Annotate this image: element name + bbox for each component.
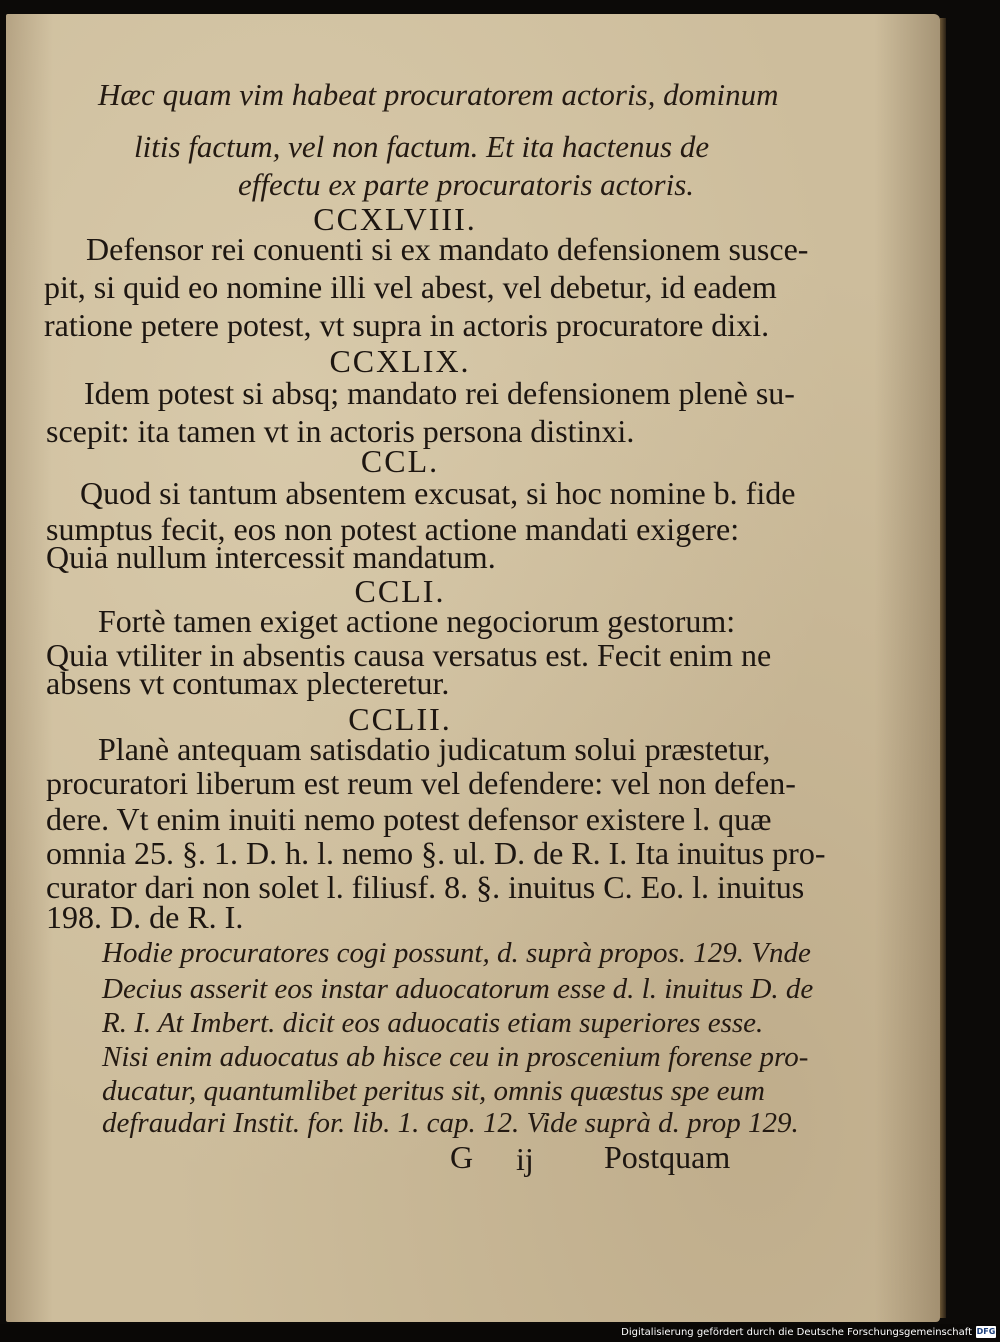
text-line: Quia vtiliter in absentis causa versatus est. Fecit enim ne <box>46 637 772 673</box>
text-line: sumptus fecit, eos non potest actione mandati exigere: <box>46 511 740 547</box>
note-line: Decius asserit eos instar aduocatorum esse d. l. inuitus D. de <box>102 973 814 1005</box>
heading-line-2: litis factum, vel non factum. Et ita hactenus de <box>134 129 710 164</box>
text-line: dere. Vt enim inuiti nemo potest defensor existere l. quæ <box>46 801 772 837</box>
note-line: Hodie procuratores cogi possunt, d. suprà propos. 129. Vnde <box>102 937 811 969</box>
note-line: R. I. At Imbert. dicit eos aduocatis etiam superiores esse. <box>102 1007 764 1039</box>
text-line: curator dari non solet l. filiusf. 8. §. inuitus C. Eo. l. inuitus <box>46 869 805 905</box>
text-line: Fortè tamen exiget actione negociorum gestorum: <box>98 603 736 639</box>
dfg-logo-icon: DFG <box>976 1327 996 1336</box>
catchword: Postquam <box>604 1139 731 1175</box>
heading-line-1: Hæc quam vim habeat procuratorem actoris, dominum <box>98 77 779 112</box>
text-line: scepit: ita tamen vt in actoris persona distinxi. <box>46 413 635 449</box>
section-numeral: CCLI. <box>354 573 446 609</box>
section-numeral: CCLII. <box>348 701 452 737</box>
signature-number: ij <box>516 1141 534 1177</box>
text-line: 198. D. de R. I. <box>46 899 244 935</box>
text-line: ratione petere potest, vt supra in actoris procuratore dixi. <box>44 307 770 343</box>
page-edge <box>940 18 946 1318</box>
heading-line-3: effectu ex parte procuratoris actoris. <box>238 167 695 202</box>
text-line: pit, si quid eo nomine illi vel abest, vel debetur, id eadem <box>44 269 777 305</box>
section-numeral: CCXLIX. <box>329 343 471 379</box>
text-line: Quod si tantum absentem excusat, si hoc nomine b. fide <box>80 475 796 511</box>
text-line: Idem potest si absq; mandato rei defensionem plenè su- <box>84 375 795 411</box>
note-line: ducatur, quantumlibet peritus sit, omnis quæstus spe eum <box>102 1075 765 1107</box>
digitization-credit: Digitalisierung gefördert durch die Deutsche Forschungsgemeinschaft <box>621 1327 972 1338</box>
text-line: absens vt contumax plecteretur. <box>46 665 450 701</box>
note-line: defraudari Instit. for. lib. 1. cap. 12. Vide suprà d. prop 129. <box>102 1107 799 1139</box>
text-line: Defensor rei conuenti si ex mandato defensionem susce- <box>86 231 809 267</box>
section-numeral: CCXLVIII. <box>313 201 477 237</box>
text-line: Quia nullum intercessit mandatum. <box>46 539 496 575</box>
signature-mark: G <box>450 1139 474 1175</box>
text-line: Planè antequam satisdatio judicatum solui præstetur, <box>98 731 771 767</box>
section-numeral: CCL. <box>360 443 440 479</box>
text-line: omnia 25. §. 1. D. h. l. nemo §. ul. D. de R. I. Ita inuitus pro- <box>46 835 826 871</box>
text-line: procuratori liberum est reum vel defendere: vel non defen- <box>46 765 796 801</box>
note-line: Nisi enim aduocatus ab hisce ceu in proscenium forense pro- <box>102 1041 809 1073</box>
